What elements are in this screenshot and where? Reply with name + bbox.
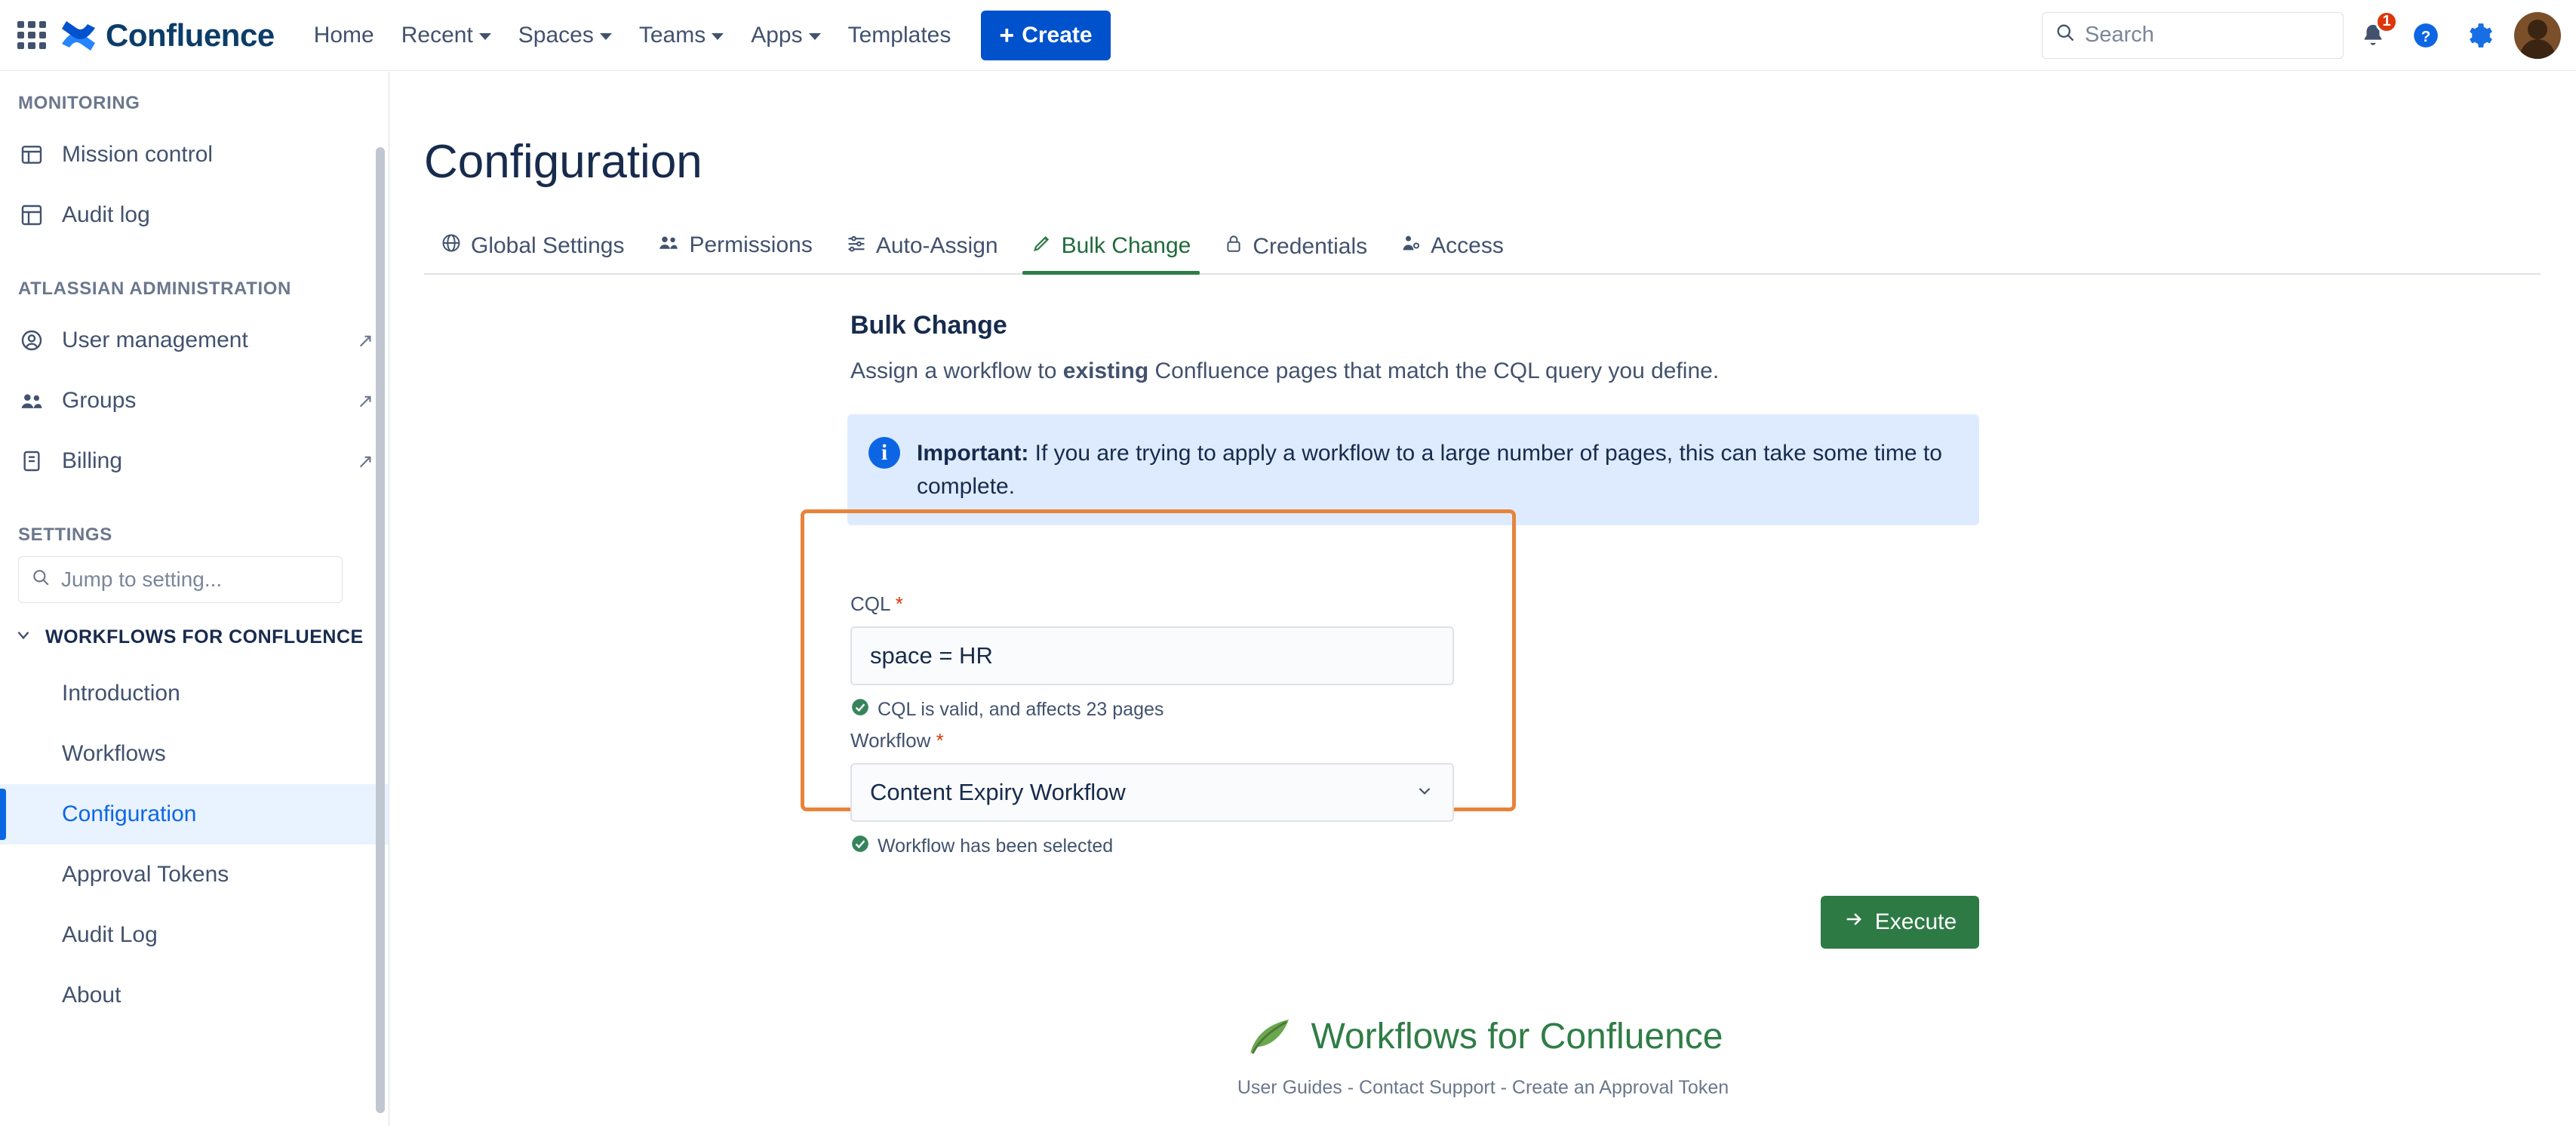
avatar[interactable] — [2514, 12, 2561, 59]
top-nav-left — [0, 0, 1111, 71]
chevron-down-icon — [712, 33, 724, 40]
logo-text: Confluence — [106, 17, 275, 53]
sidebar-group-workflows-for-confluence[interactable] — [0, 611, 389, 663]
lock-icon — [1224, 234, 1243, 260]
nav-item-templates[interactable] — [835, 11, 965, 60]
tab-label: Credentials — [1253, 234, 1368, 259]
sidebar-item-user-management[interactable] — [0, 310, 389, 371]
gear-icon[interactable] — [2455, 12, 2502, 59]
people-icon — [18, 387, 45, 414]
sidebar-item-audit-log[interactable] — [0, 905, 389, 965]
sidebar-item-label: Groups — [62, 388, 137, 413]
sidebar-group-label: WORKFLOWS FOR CONFLUENCE — [45, 626, 364, 648]
chevron-down-icon — [600, 33, 612, 40]
workflows-leaf-icon — [1243, 1006, 1298, 1066]
sidebar-item-label: Mission control — [62, 142, 214, 167]
tab-label: Auto-Assign — [875, 233, 998, 258]
help-circle-icon[interactable] — [2402, 12, 2449, 59]
nav-item-teams[interactable] — [626, 11, 737, 60]
tab-global-settings[interactable] — [424, 232, 641, 273]
section-heading: Bulk Change — [850, 311, 1007, 340]
important-info-banner — [847, 414, 1979, 525]
cql-validation-message — [850, 697, 1454, 722]
chevron-down-icon — [14, 625, 33, 650]
external-link-icon: ↗ — [357, 389, 373, 412]
info-banner-bold: Important: — [917, 441, 1029, 466]
confluence-logo-icon — [60, 19, 97, 52]
jump-to-setting-input[interactable] — [18, 556, 343, 603]
top-navigation-bar — [0, 0, 2576, 71]
top-nav-right — [2042, 12, 2576, 59]
required-asterisk: * — [895, 592, 903, 615]
workflow-select[interactable] — [850, 763, 1454, 822]
page-title: Configuration — [424, 136, 702, 188]
search-icon — [31, 568, 51, 592]
nav-item-spaces[interactable] — [505, 11, 626, 60]
tab-bulk-change[interactable] — [1015, 232, 1208, 273]
dashboard-icon — [18, 141, 45, 168]
footer-links — [1237, 1077, 1729, 1099]
key-person-icon — [1400, 232, 1422, 260]
cql-input-value: space = HR — [870, 642, 993, 669]
search-placeholder: Search — [2085, 23, 2154, 47]
svg-text:?: ? — [2421, 27, 2431, 45]
check-circle-icon — [850, 697, 870, 722]
sidebar — [0, 72, 389, 1126]
info-banner-text — [917, 437, 1958, 503]
sidebar-item-label: User management — [62, 328, 248, 352]
sidebar-item-workflows[interactable] — [0, 724, 389, 784]
nav-item-label: Home — [313, 22, 374, 48]
cql-input[interactable] — [850, 626, 1454, 685]
nav-item-label: Templates — [847, 22, 951, 48]
chevron-down-icon — [479, 33, 491, 40]
description-bold: existing — [1062, 358, 1149, 383]
chevron-down-icon — [1415, 779, 1434, 806]
search-icon — [2055, 22, 2076, 49]
cql-validation-text: CQL is valid, and affects 23 pages — [878, 699, 1164, 720]
info-icon: i — [868, 437, 900, 469]
sidebar-item-label: About — [62, 983, 121, 1008]
check-circle-icon — [850, 834, 870, 859]
notifications-button[interactable] — [2350, 12, 2396, 59]
arrow-right-icon — [1843, 909, 1864, 936]
tab-credentials[interactable] — [1207, 234, 1384, 273]
sidebar-item-billing[interactable] — [0, 431, 389, 491]
notification-badge: 1 — [2375, 11, 2398, 33]
people-icon — [657, 231, 680, 260]
sidebar-item-groups[interactable] — [0, 371, 389, 431]
footer-brand — [1243, 1006, 1723, 1066]
tab-permissions[interactable] — [641, 231, 828, 273]
footer-separator: - — [1495, 1077, 1512, 1098]
sidebar-item-introduction[interactable] — [0, 663, 389, 724]
sidebar-item-label: Approval Tokens — [62, 862, 229, 887]
footer-link-contact-support[interactable]: Contact Support — [1359, 1077, 1495, 1098]
sidebar-item-label: Configuration — [62, 801, 197, 826]
workflow-select-value: Content Expiry Workflow — [870, 779, 1126, 805]
sliders-icon — [846, 232, 867, 260]
sidebar-item-label: Billing — [62, 448, 123, 473]
execute-button[interactable] — [1821, 896, 1979, 949]
sidebar-item-audit-log-monitoring[interactable] — [0, 185, 389, 245]
sidebar-section-admin: ATLASSIAN ADMINISTRATION — [18, 278, 291, 299]
sidebar-item-label: Audit Log — [62, 922, 158, 947]
nav-item-apps[interactable] — [737, 11, 834, 60]
required-asterisk: * — [936, 729, 944, 752]
chevron-down-icon — [809, 33, 821, 40]
tab-bar — [424, 231, 2541, 275]
person-circle-icon — [18, 327, 45, 354]
sidebar-item-label: Workflows — [62, 741, 166, 766]
sidebar-item-approval-tokens[interactable] — [0, 844, 389, 905]
tab-auto-assign[interactable] — [829, 232, 1015, 273]
footer-link-user-guides[interactable]: User Guides — [1237, 1077, 1342, 1098]
nav-item-recent[interactable] — [388, 11, 505, 60]
sidebar-section-monitoring: MONITORING — [18, 93, 140, 113]
footer-separator: - — [1342, 1077, 1360, 1098]
cql-label-text: CQL — [850, 592, 890, 615]
sidebar-section-settings: SETTINGS — [18, 525, 112, 545]
nav-item-label: Teams — [638, 22, 706, 48]
section-description — [850, 358, 2576, 384]
tab-label: Access — [1431, 233, 1504, 258]
sidebar-item-label: Audit log — [62, 202, 150, 227]
grid-apps-icon[interactable] — [11, 14, 53, 57]
search-input[interactable] — [2042, 12, 2344, 59]
workflow-field-group — [850, 729, 1454, 859]
workflow-label-text: Workflow — [850, 729, 931, 752]
external-link-icon: ↗ — [357, 449, 373, 472]
workflow-field-label — [850, 729, 1454, 752]
globe-icon — [441, 232, 462, 260]
plus-icon: + — [999, 20, 1015, 50]
tab-access[interactable] — [1384, 232, 1520, 273]
nav-item-label: Spaces — [518, 22, 594, 48]
external-link-icon: ↗ — [357, 328, 373, 352]
jump-placeholder: Jump to setting... — [61, 568, 223, 591]
tab-label: Bulk Change — [1061, 233, 1191, 258]
sidebar-scrollbar[interactable] — [376, 147, 385, 1113]
billing-icon — [18, 448, 45, 475]
sidebar-item-configuration[interactable] — [0, 784, 389, 844]
main-content — [390, 72, 2576, 1126]
description-prefix: Assign a workflow to — [850, 358, 1063, 383]
execute-button-label: Execute — [1874, 909, 1957, 934]
grid-icon — [18, 202, 45, 229]
sidebar-item-about[interactable] — [0, 965, 389, 1026]
create-button[interactable] — [981, 11, 1110, 60]
workflow-validation-text: Workflow has been selected — [878, 835, 1114, 857]
description-suffix: Confluence pages that match the CQL query you define. — [1148, 358, 1720, 383]
info-banner-body: If you are trying to apply a workflow to a large number of pages, this can take some time to complete. — [917, 441, 1942, 499]
tab-label: Permissions — [689, 232, 813, 257]
cql-field-label — [850, 592, 1454, 616]
confluence-logo[interactable] — [60, 17, 275, 54]
footer — [390, 1006, 2576, 1099]
sidebar-item-mission-control[interactable] — [0, 125, 389, 185]
nav-item-home[interactable] — [300, 11, 388, 60]
workflow-validation-message — [850, 834, 1454, 859]
sidebar-item-label: Introduction — [62, 681, 180, 706]
footer-brand-text: Workflows for Confluence — [1311, 1016, 1723, 1057]
tab-label: Global Settings — [471, 233, 625, 258]
create-button-label: Create — [1022, 22, 1093, 48]
cql-field-group — [850, 592, 1454, 722]
nav-item-label: Recent — [401, 22, 473, 48]
footer-link-create-approval-token[interactable]: Create an Approval Token — [1511, 1077, 1729, 1098]
pencil-icon — [1031, 232, 1053, 260]
nav-item-label: Apps — [751, 22, 803, 48]
